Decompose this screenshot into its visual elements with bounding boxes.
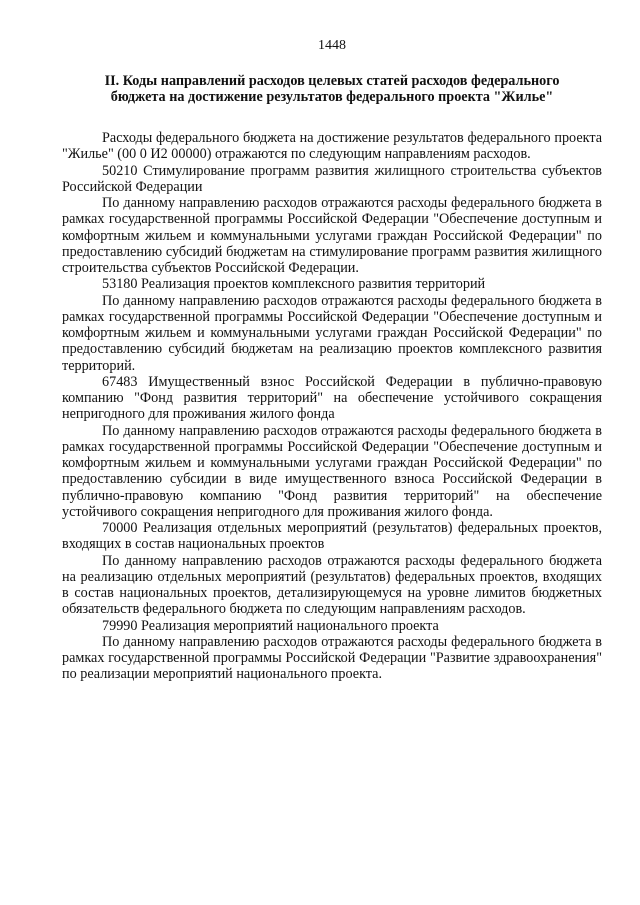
code-heading-67483: 67483 Имущественный взнос Российской Федерации в публично-правовую компанию "Фонд развития территорий" на обеспечение устойчивого сокращения непригодного для проживания жилого фонда bbox=[62, 373, 602, 423]
code-heading-50210: 50210 Стимулирование программ развития жилищного строительства субъектов Российской Федерации bbox=[62, 162, 602, 195]
description-79990: По данному направлению расходов отражаются расходы федерального бюджета в рамках государственной программы Российской Федерации "Развитие здравоохранения" по реализации мероприятий национального проекта. bbox=[62, 633, 602, 683]
intro-paragraph: Расходы федерального бюджета на достижение результатов федерального проекта "Жилье" (00 0 И2 00000) отражаются по следующим направлениям расходов. bbox=[62, 130, 602, 163]
description-67483: По данному направлению расходов отражаются расходы федерального бюджета в рамках государственной программы Российской Федерации "Обеспечение доступным и комфортным жильем и коммунальными услугами граждан Российской Федерации" по предоставлению субсидии в виде имущественного взноса Российской Федерации в публично-правовую компанию "Фонд развития территорий" на обеспечение устойчивого сокращения непригодного для проживания жилого фонда. bbox=[62, 422, 602, 520]
section-title-line-1: II. Коды направлений расходов целевых статей расходов федерального bbox=[104, 73, 560, 89]
code-heading-53180: 53180 Реализация проектов комплексного развития территорий bbox=[102, 276, 486, 293]
code-heading-70000: 70000 Реализация отдельных мероприятий (результатов) федеральных проектов, входящих в состав национальных проектов bbox=[62, 520, 602, 553]
section-title bbox=[62, 73, 602, 105]
description-50210: По данному направлению расходов отражаются расходы федерального бюджета в рамках государственной программы Российской Федерации "Обеспечение доступным и комфортным жильем и коммунальными услугами граждан Российской Федерации" по предоставлению субсидий бюджетам на стимулирование программ развития жилищного строительства субъектов Российской Федерации. bbox=[62, 195, 602, 276]
section-title-line-2: бюджета на достижение результатов федерального проекта "Жилье" bbox=[110, 89, 554, 105]
code-heading-79990: 79990 Реализация мероприятий национального проекта bbox=[102, 617, 439, 634]
description-53180: По данному направлению расходов отражаются расходы федерального бюджета в рамках государственной программы Российской Федерации "Обеспечение доступным и комфортным жильем и коммунальными услугами граждан Российской Федерации" по предоставлению субсидий бюджетам на реализацию проектов комплексного развития территорий. bbox=[62, 292, 602, 374]
description-70000: По данному направлению расходов отражаются расходы федерального бюджета на реализацию отдельных мероприятий (результатов) федеральных проектов, входящих в состав национальных проектов, детализирующемуся на уровне лимитов бюджетных обязательств федерального бюджета по следующим направлениям расходов. bbox=[62, 552, 602, 618]
page-number: 1448 bbox=[318, 38, 346, 53]
